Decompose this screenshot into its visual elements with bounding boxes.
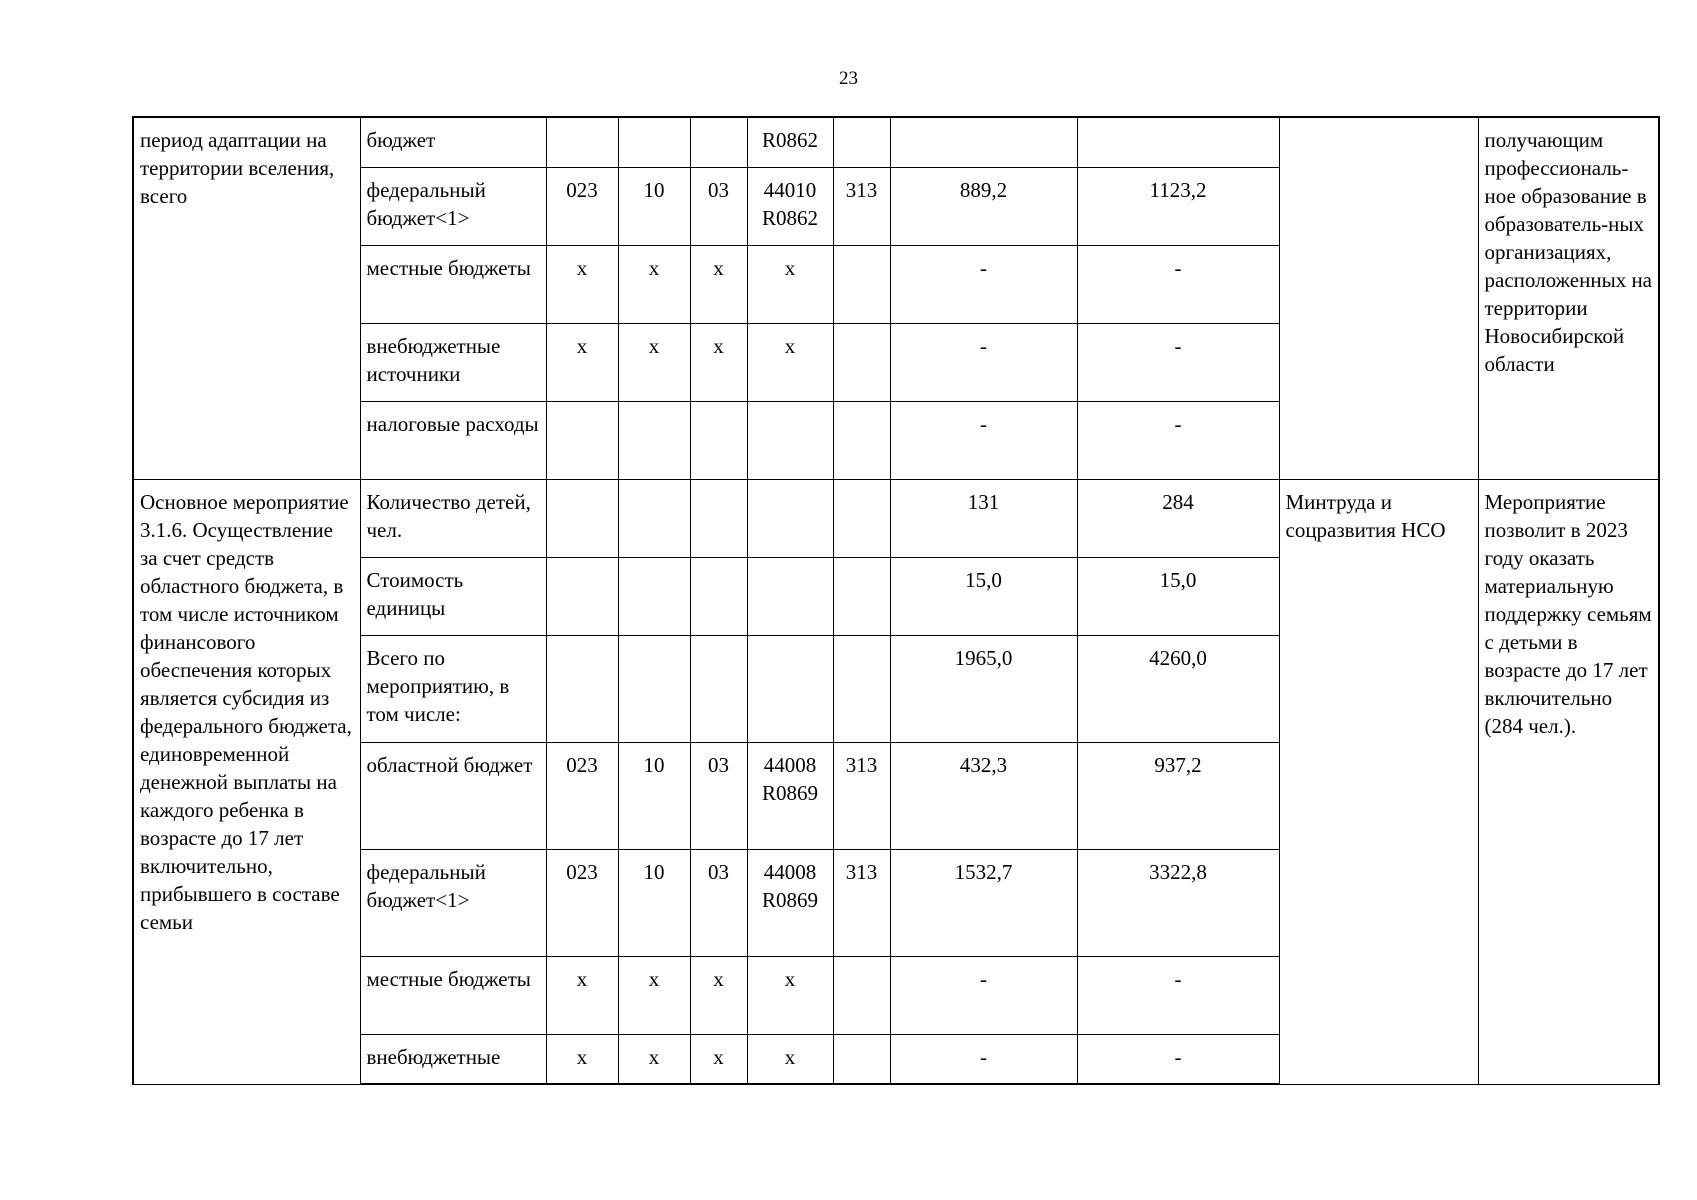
grbs-code: [546, 117, 618, 167]
pr-code: х: [690, 323, 747, 401]
grbs-code: 023: [546, 167, 618, 245]
pr-code: [690, 557, 747, 635]
csr-code: х: [747, 245, 833, 323]
pr-code: 03: [690, 167, 747, 245]
funding-source: местные бюджеты: [360, 245, 546, 323]
csr-code: [747, 635, 833, 742]
amount-year-1: -: [890, 1034, 1077, 1084]
rz-code: [618, 635, 690, 742]
rz-code: 10: [618, 849, 690, 956]
vr-code: [833, 117, 890, 167]
amount-year-2: 1123,2: [1077, 167, 1279, 245]
csr-code: х: [747, 1034, 833, 1084]
funding-source: федеральный бюджет<1>: [360, 849, 546, 956]
amount-year-2: 284: [1077, 479, 1279, 557]
amount-year-2: -: [1077, 1034, 1279, 1084]
grbs-code: 023: [546, 742, 618, 849]
page-number: 23: [839, 68, 858, 89]
amount-year-1: 889,2: [890, 167, 1077, 245]
vr-code: 313: [833, 742, 890, 849]
amount-year-2: -: [1077, 245, 1279, 323]
amount-year-2: [1077, 117, 1279, 167]
funding-source: федеральный бюджет<1>: [360, 167, 546, 245]
funding-source: областной бюджет: [360, 742, 546, 849]
vr-code: 313: [833, 849, 890, 956]
vr-code: 313: [833, 167, 890, 245]
responsible-executor: Минтруда и соцразвития НСО: [1279, 479, 1478, 1084]
funding-source: внебюджетные: [360, 1034, 546, 1084]
vr-code: [833, 635, 890, 742]
amount-year-1: [890, 117, 1077, 167]
grbs-code: [546, 401, 618, 479]
pr-code: 03: [690, 742, 747, 849]
pr-code: [690, 635, 747, 742]
amount-year-1: 131: [890, 479, 1077, 557]
funding-source: внебюджетные источники: [360, 323, 546, 401]
activity-title: Основное мероприятие 3.1.6. Осуществление за счет средств областного бюджета, в том числе источником финансового обеспечения которых является субсидия из федерального бюджета, единовременной денежной выплаты на каждого ребенка в возрасте до 17 лет включительно, прибывшего в составе семьи: [133, 479, 360, 1084]
pr-code: х: [690, 1034, 747, 1084]
funding-source: налоговые расходы: [360, 401, 546, 479]
rz-code: х: [618, 323, 690, 401]
vr-code: [833, 956, 890, 1034]
pr-code: [690, 479, 747, 557]
grbs-code: х: [546, 245, 618, 323]
rz-code: х: [618, 956, 690, 1034]
table-row: [133, 117, 1659, 167]
rz-code: 10: [618, 742, 690, 849]
pr-code: 03: [690, 849, 747, 956]
csr-code: 44010 R0862: [747, 167, 833, 245]
expected-result: получающим профессиональ-ное образование в образователь-ных организациях, расположенных на территории Новосибирской области: [1478, 117, 1659, 479]
csr-code: х: [747, 956, 833, 1034]
expected-result: Мероприятие позволит в 2023 году оказать материальную поддержку семьям с детьми в возрасте до 17 лет включительно (284 чел.).: [1478, 479, 1659, 1084]
grbs-code: х: [546, 323, 618, 401]
funding-source: Всего по мероприятию, в том числе:: [360, 635, 546, 742]
amount-year-2: 4260,0: [1077, 635, 1279, 742]
grbs-code: [546, 635, 618, 742]
pr-code: [690, 117, 747, 167]
responsible-executor: [1279, 117, 1478, 479]
rz-code: [618, 117, 690, 167]
program-activities-table: [132, 116, 1660, 1085]
amount-year-2: -: [1077, 323, 1279, 401]
amount-year-2: 15,0: [1077, 557, 1279, 635]
pr-code: [690, 401, 747, 479]
amount-year-1: 15,0: [890, 557, 1077, 635]
vr-code: [833, 557, 890, 635]
activity-title: период адаптации на территории вселения, всего: [133, 117, 360, 479]
csr-code: R0862: [747, 117, 833, 167]
amount-year-2: -: [1077, 956, 1279, 1034]
grbs-code: 023: [546, 849, 618, 956]
rz-code: х: [618, 1034, 690, 1084]
csr-code: 44008 R0869: [747, 742, 833, 849]
pr-code: х: [690, 245, 747, 323]
funding-source: бюджет: [360, 117, 546, 167]
amount-year-1: 1965,0: [890, 635, 1077, 742]
funding-source: Стоимость единицы: [360, 557, 546, 635]
funding-source: местные бюджеты: [360, 956, 546, 1034]
rz-code: 10: [618, 167, 690, 245]
csr-code: [747, 479, 833, 557]
csr-code: 44008 R0869: [747, 849, 833, 956]
grbs-code: [546, 479, 618, 557]
csr-code: [747, 557, 833, 635]
grbs-code: х: [546, 956, 618, 1034]
funding-source: Количество детей, чел.: [360, 479, 546, 557]
csr-code: х: [747, 323, 833, 401]
vr-code: [833, 245, 890, 323]
rz-code: [618, 557, 690, 635]
vr-code: [833, 401, 890, 479]
vr-code: [833, 323, 890, 401]
amount-year-2: 937,2: [1077, 742, 1279, 849]
amount-year-2: -: [1077, 401, 1279, 479]
csr-code: [747, 401, 833, 479]
amount-year-1: -: [890, 323, 1077, 401]
amount-year-1: 432,3: [890, 742, 1077, 849]
table-row: [133, 479, 1659, 557]
grbs-code: [546, 557, 618, 635]
vr-code: [833, 1034, 890, 1084]
rz-code: [618, 401, 690, 479]
amount-year-1: 1532,7: [890, 849, 1077, 956]
grbs-code: х: [546, 1034, 618, 1084]
vr-code: [833, 479, 890, 557]
amount-year-1: -: [890, 401, 1077, 479]
amount-year-1: -: [890, 956, 1077, 1034]
rz-code: [618, 479, 690, 557]
amount-year-1: -: [890, 245, 1077, 323]
rz-code: х: [618, 245, 690, 323]
amount-year-2: 3322,8: [1077, 849, 1279, 956]
pr-code: х: [690, 956, 747, 1034]
